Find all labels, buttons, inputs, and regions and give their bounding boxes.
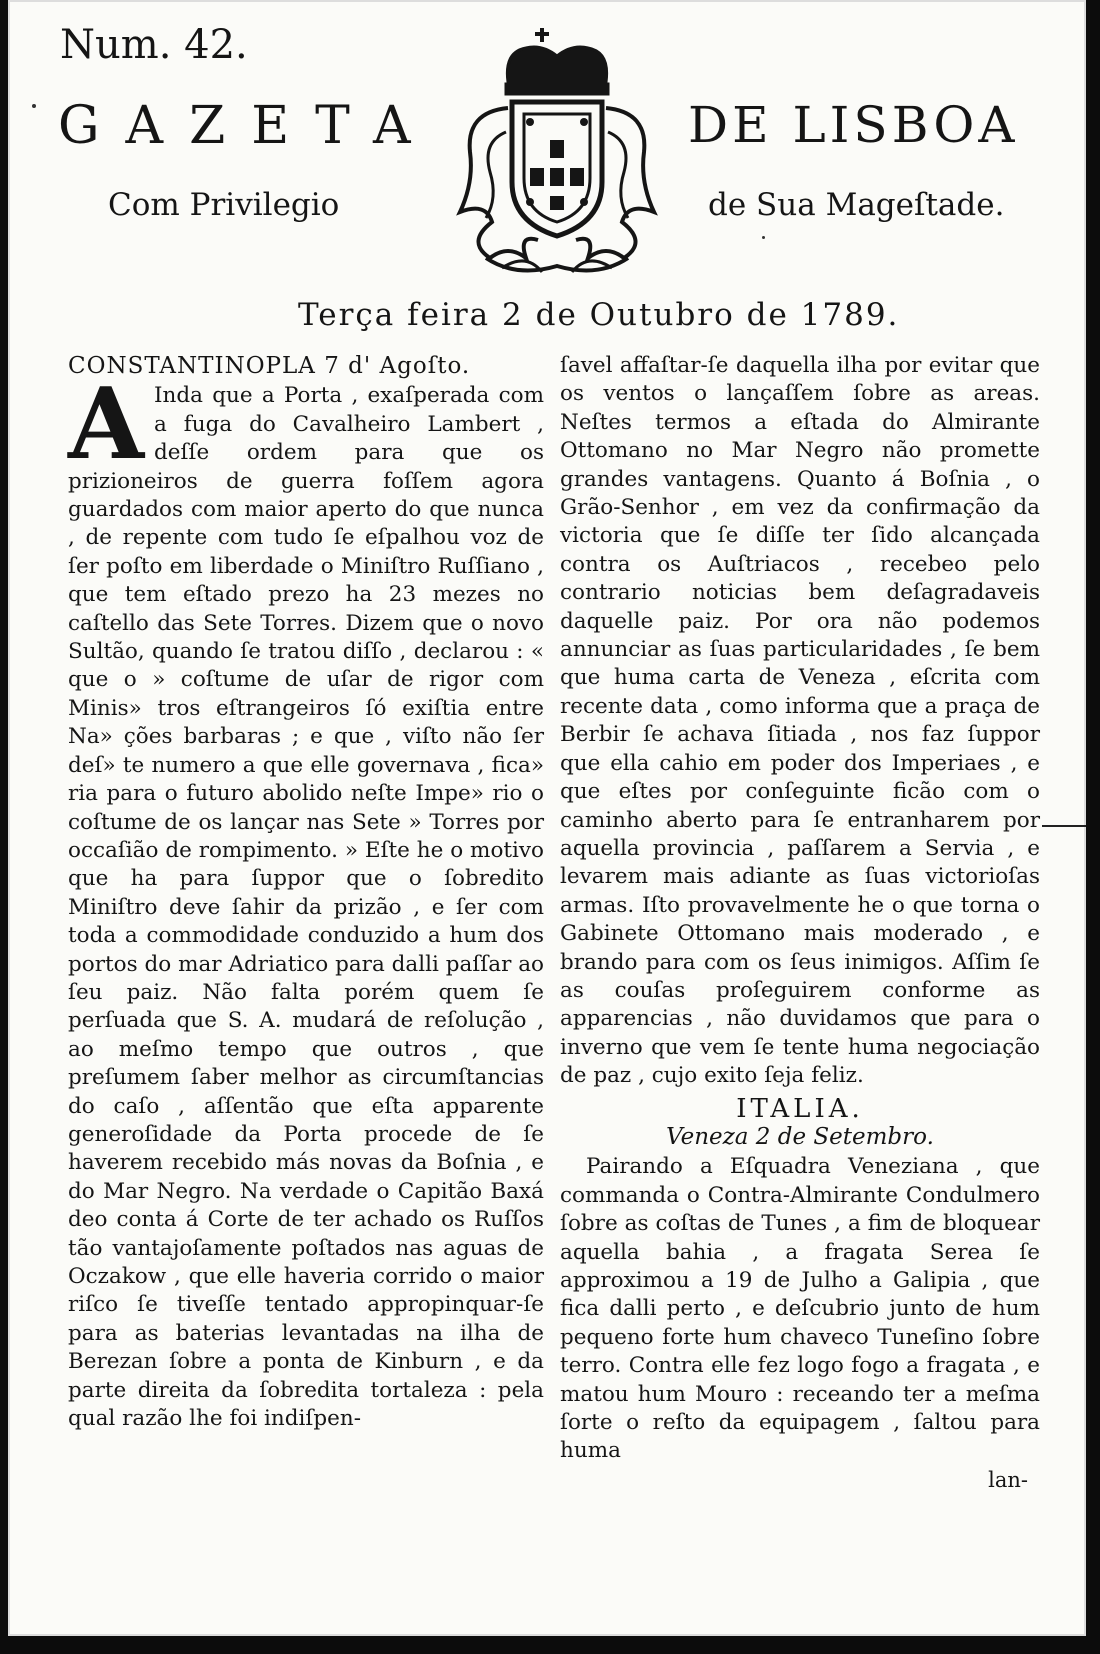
column-right <box>560 352 1040 1494</box>
article-constantinopla <box>68 367 544 1433</box>
column-left <box>68 352 544 1433</box>
drop-cap: A <box>68 367 145 483</box>
ink-speck <box>762 236 765 239</box>
privilege-right: de Sua Mageſtade. <box>708 187 1005 223</box>
privilege-left: Com Privilegio <box>108 187 340 223</box>
royal-coat-of-arms-icon <box>446 22 668 282</box>
article-constantinopla-continued: ſavel affaſtar-ſe daquella ilha por evitar que os ventos o lançaſſem ſobre as areas. Neſtes termos a eſtada do Almirante Ottomano no Mar Negro não promette grandes vantagens. Quanto á Boſnia , o Grão-Senhor , em vez da confirmação da victoria que ſe diſſe ter ſido alcançada contra os Auſtriacos , recebeo pelo contrario noticias bem deſagradaveis daquelle paiz. Por ora não podemos annunciar as ſuas particularidades , ſe bem que huma carta de Veneza , eſcrita com recente data , como informa que a praça de Berbir ſe achava ſitiada , nos faz ſuppor que ella cahio em poder dos Imperiaes , e que eſtes por conſeguinte ficão com o caminho aberto para ſe entranharem por aquella provincia , paſſarem a Servia , e levarem mais adiante as ſuas victorioſas armas. Iſto provavelmente he o que torna o Gabinete Ottomano mais moderado , e brando para com os ſeus inimigos. Aſſim ſe as couſas proſeguirem conforme as apparencias , não duvidamos que para o inverno que vem ſe tente huma negociação de paz , cujo exito ſeja feliz. <box>560 353 1040 1089</box>
masthead-title-right: DE LISBOA <box>688 96 1019 154</box>
article-dateline-veneza: Veneza 2 de Setembro. <box>666 1123 934 1150</box>
ink-speck <box>32 104 36 108</box>
section-title-italia: ITALIA. <box>736 1093 864 1124</box>
newspaper-page <box>8 0 1086 1636</box>
margin-pen-mark <box>1042 825 1086 827</box>
article-dateline-constantinopla: CONSTANTINOPLA 7 d' Agoſto. <box>68 353 471 379</box>
issue-number: Num. 42. <box>60 22 248 68</box>
catchword: lan- <box>988 1467 1028 1492</box>
masthead-title-left: GAZETA <box>58 96 437 156</box>
issue-date: Terça feira 2 de Outubro de 1789. <box>298 297 900 333</box>
article-constantinopla-body: Inda que a Porta , exaſperada com a fuga do Cavalheiro Lambert , deſſe ordem para que os prizioneiros de guerra foſſem agora guardados com maior aperto do que nunca , de repente com tudo ſe eſpalhou voz de ſer poſto em liberdade o Miniſtro Ruſſiano , que tem eſtado prezo ha 23 mezes no caſtello das Sete Torres. Dizem que o novo Sultão, quando ſe tratou diſſo , declarou : « que o » coſtume de uſar de rigor com Minis» tros eſtrangeiros ſó exiſtia entre Na» ções barbaras ; e que , viſto não ſer deſ» te numero a que elle governava , fica» ria para o futuro abolido neſte Impe» rio o coſtume de os lançar nas Sete » Torres por occaſião de rompimento. » Eſte he o motivo que ha para ſuppor que o ſobredito Miniſtro deve ſahir da prizão , e ſer com toda a commodidade conduzido a hum dos portos do mar Adriatico para dalli paſſar ao ſeu paiz. Não falta porém quem ſe perſuada que S. A. mudará de reſolução , ao meſmo tempo que outros , que preſumem ſaber melhor as circumſtancias do caſo , aſſentão que eſta apparente generoſidade da Porta procede de ſe haverem recebido más novas da Boſnia , e do Mar Negro. Na verdade o Capitão Baxá deo conta á Corte de ter achado os Ruſſos tão vantajoſamente poſtados nas aguas de Oczakow , que elle haveria corrido o maior riſco ſe tiveſſe tentado appropinquar-ſe para as baterias levantadas na ilha de Berezan ſobre a ponta de Kinburn , e da parte direita da ſobredita tortaleza : pela qual razão lhe foi indiſpen- <box>68 383 544 1432</box>
article-veneza-body: Pairando a Eſquadra Veneziana , que commanda o Contra-Almirante Condulmero ſobre as coſtas de Tunes , a fim de bloquear aquella bahia , a fragata Serea ſe approximou a 19 de Julho a Galipia , que fica dalli perto , e deſcubrio junto de hum pequeno forte hum chaveco Tuneſino ſobre terro. Contra elle fez logo fogo a fragata , e matou hum Mouro : receando ter a meſma ſorte o reſto da equipagem , ſaltou para huma <box>560 1154 1040 1464</box>
